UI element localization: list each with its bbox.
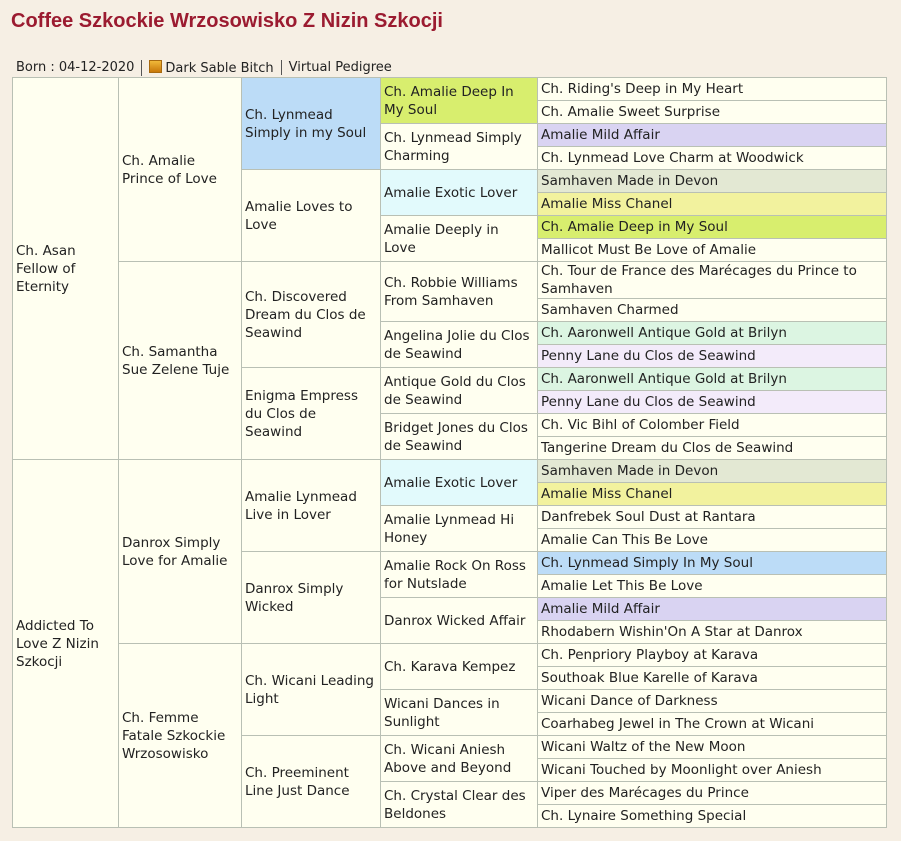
- pedigree-g5-16[interactable]: Tangerine Dream du Clos de Seawind: [538, 437, 887, 460]
- pedigree-g5-8[interactable]: Mallicot Must Be Love of Amalie: [538, 239, 887, 262]
- pedigree-g4-8[interactable]: Bridget Jones du Clos de Seawind: [381, 414, 538, 460]
- pedigree-g3-6[interactable]: Danrox Simply Wicked: [242, 552, 381, 644]
- pedigree-g5-26[interactable]: Southoak Blue Karelle of Karava: [538, 667, 887, 690]
- pedigree-g4-5[interactable]: Ch. Robbie Williams From Samhaven: [381, 262, 538, 322]
- pedigree-g5-6[interactable]: Amalie Miss Chanel: [538, 193, 887, 216]
- pedigree-g5-19[interactable]: Danfrebek Soul Dust at Rantara: [538, 506, 887, 529]
- pedigree-g5-1[interactable]: Ch. Riding's Deep in My Heart: [538, 78, 887, 101]
- virtual-pedigree-label[interactable]: Virtual Pedigree: [288, 60, 392, 75]
- pedigree-g4-10[interactable]: Amalie Lynmead Hi Honey: [381, 506, 538, 552]
- color-swatch-icon: [149, 60, 162, 73]
- pedigree-g5-10[interactable]: Samhaven Charmed: [538, 299, 887, 322]
- info-bar: [16, 59, 414, 76]
- pedigree-g5-20[interactable]: Amalie Can This Be Love: [538, 529, 887, 552]
- pedigree-g4-12[interactable]: Danrox Wicked Affair: [381, 598, 538, 644]
- pedigree-g5-18[interactable]: Amalie Miss Chanel: [538, 483, 887, 506]
- pedigree-g2-2[interactable]: Ch. Samantha Sue Zelene Tuje: [119, 262, 242, 460]
- pedigree-g3-2[interactable]: Amalie Loves to Love: [242, 170, 381, 262]
- pedigree-g5-9[interactable]: Ch. Tour de France des Marécages du Prince to Samhaven: [538, 262, 887, 299]
- pedigree-g5-11[interactable]: Ch. Aaronwell Antique Gold at Brilyn: [538, 322, 887, 345]
- pedigree-g5-30[interactable]: Wicani Touched by Moonlight over Aniesh: [538, 759, 887, 782]
- pedigree-g4-3[interactable]: Amalie Exotic Lover: [381, 170, 538, 216]
- virtual-pedigree-link[interactable]: [281, 60, 399, 75]
- pedigree-g5-31[interactable]: Viper des Marécages du Prince: [538, 782, 887, 805]
- pedigree-g4-2[interactable]: Ch. Lynmead Simply Charming: [381, 124, 538, 170]
- pedigree-g4-9[interactable]: Amalie Exotic Lover: [381, 460, 538, 506]
- color-label: Dark Sable Bitch: [165, 60, 274, 76]
- pedigree-g4-11[interactable]: Amalie Rock On Ross for Nutslade: [381, 552, 538, 598]
- pedigree-g5-24[interactable]: Rhodabern Wishin'On A Star at Danrox: [538, 621, 887, 644]
- pedigree-sire[interactable]: Ch. Asan Fellow of Eternity: [13, 78, 119, 460]
- pedigree-g5-15[interactable]: Ch. Vic Bihl of Colomber Field: [538, 414, 887, 437]
- pedigree-g4-6[interactable]: Angelina Jolie du Clos de Seawind: [381, 322, 538, 368]
- pedigree-g3-7[interactable]: Ch. Wicani Leading Light: [242, 644, 381, 736]
- pedigree-g2-1[interactable]: Ch. Amalie Prince of Love: [119, 78, 242, 262]
- pedigree-g4-15[interactable]: Ch. Wicani Aniesh Above and Beyond: [381, 736, 538, 782]
- pedigree-g5-17[interactable]: Samhaven Made in Devon: [538, 460, 887, 483]
- pedigree-g5-32[interactable]: Ch. Lynaire Something Special: [538, 805, 887, 828]
- color-info: [141, 60, 280, 76]
- pedigree-g4-4[interactable]: Amalie Deeply in Love: [381, 216, 538, 262]
- pedigree-g3-4[interactable]: Enigma Empress du Clos de Seawind: [242, 368, 381, 460]
- pedigree-g5-25[interactable]: Ch. Penpriory Playboy at Karava: [538, 644, 887, 667]
- pedigree-g4-16[interactable]: Ch. Crystal Clear des Beldones: [381, 782, 538, 828]
- pedigree-g5-4[interactable]: Ch. Lynmead Love Charm at Woodwick: [538, 147, 887, 170]
- pedigree-g3-1[interactable]: Ch. Lynmead Simply in my Soul: [242, 78, 381, 170]
- born-date: Born : 04-12-2020: [16, 60, 135, 75]
- pedigree-g5-5[interactable]: Samhaven Made in Devon: [538, 170, 887, 193]
- page-title: Coffee Szkockie Wrzosowisko Z Nizin Szkocji: [11, 10, 443, 32]
- pedigree-g5-28[interactable]: Coarhabeg Jewel in The Crown at Wicani: [538, 713, 887, 736]
- pedigree-g2-3[interactable]: Danrox Simply Love for Amalie: [119, 460, 242, 644]
- pedigree-g5-12[interactable]: Penny Lane du Clos de Seawind: [538, 345, 887, 368]
- pedigree-g5-21[interactable]: Ch. Lynmead Simply In My Soul: [538, 552, 887, 575]
- pedigree-g5-13[interactable]: Ch. Aaronwell Antique Gold at Brilyn: [538, 368, 887, 391]
- pedigree-g5-29[interactable]: Wicani Waltz of the New Moon: [538, 736, 887, 759]
- pedigree-g2-4[interactable]: Ch. Femme Fatale Szkockie Wrzosowisko: [119, 644, 242, 828]
- pedigree-g5-23[interactable]: Amalie Mild Affair: [538, 598, 887, 621]
- pedigree-g5-27[interactable]: Wicani Dance of Darkness: [538, 690, 887, 713]
- pedigree-g3-8[interactable]: Ch. Preeminent Line Just Dance: [242, 736, 381, 828]
- pedigree-g3-3[interactable]: Ch. Discovered Dream du Clos de Seawind: [242, 262, 381, 368]
- pedigree-g5-3[interactable]: Amalie Mild Affair: [538, 124, 887, 147]
- pedigree-g4-13[interactable]: Ch. Karava Kempez: [381, 644, 538, 690]
- pedigree-g5-22[interactable]: Amalie Let This Be Love: [538, 575, 887, 598]
- pedigree-dam[interactable]: Addicted To Love Z Nizin Szkocji: [13, 460, 119, 828]
- pedigree-g5-7[interactable]: Ch. Amalie Deep in My Soul: [538, 216, 887, 239]
- pedigree-g4-1[interactable]: Ch. Amalie Deep In My Soul: [381, 78, 538, 124]
- pedigree-table: [12, 77, 887, 828]
- pedigree-g4-14[interactable]: Wicani Dances in Sunlight: [381, 690, 538, 736]
- pedigree-g5-14[interactable]: Penny Lane du Clos de Seawind: [538, 391, 887, 414]
- pedigree-g5-2[interactable]: Ch. Amalie Sweet Surprise: [538, 101, 887, 124]
- pedigree-g4-7[interactable]: Antique Gold du Clos de Seawind: [381, 368, 538, 414]
- pedigree-g3-5[interactable]: Amalie Lynmead Live in Lover: [242, 460, 381, 552]
